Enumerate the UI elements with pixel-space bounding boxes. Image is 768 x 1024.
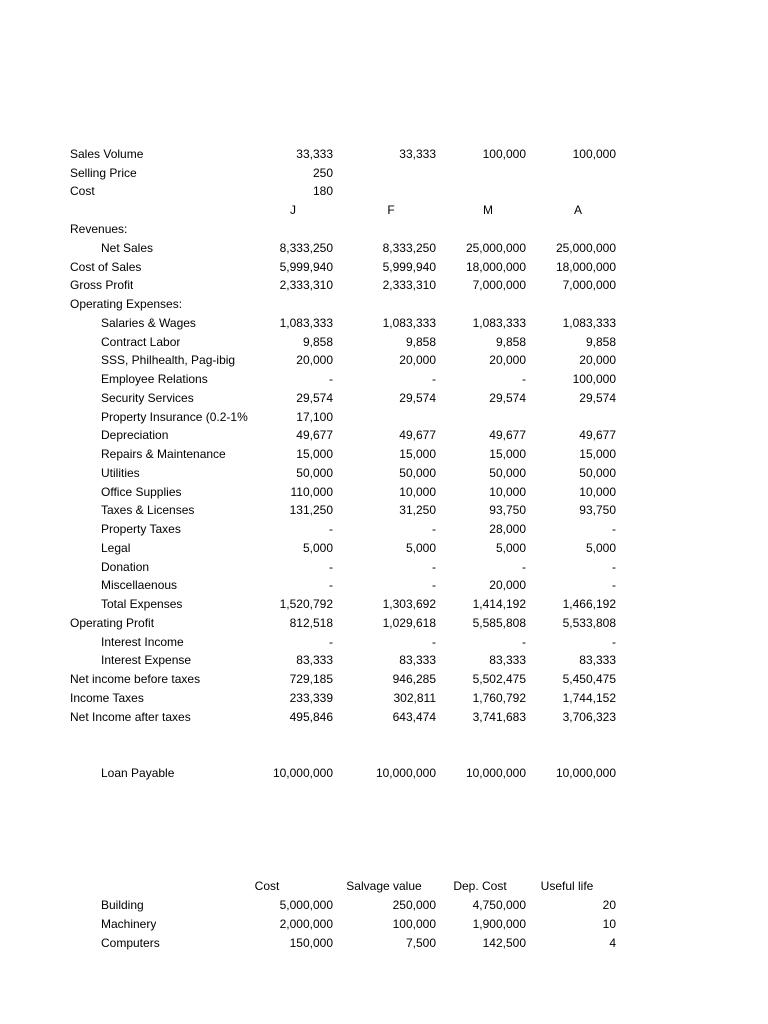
cell: 4,750,000 [472, 898, 526, 912]
row-label: Sales Volume [70, 147, 144, 161]
cell: 29,574 [489, 390, 526, 405]
cell: - [432, 522, 436, 536]
row-label: Net Income after taxes [70, 709, 191, 724]
asset-label: Computers [101, 935, 160, 950]
income-row [0, 539, 768, 557]
income-row [0, 501, 768, 519]
cell: 15,000 [579, 447, 616, 461]
income-row [0, 239, 768, 257]
cell: 25,000,000 [555, 240, 616, 255]
cell: 15,000 [296, 447, 333, 461]
income-row [0, 276, 768, 294]
asset-row [0, 896, 768, 914]
cell: - [432, 578, 436, 593]
row-label: Repairs & Maintenance [101, 447, 226, 461]
income-row [0, 520, 768, 538]
income-row [0, 633, 768, 651]
cell: 20,000 [489, 353, 526, 368]
row-label: Total Expenses [101, 597, 183, 611]
cell: 1,083,333 [472, 315, 526, 330]
cell: 946,285 [392, 672, 436, 686]
cell: 29,574 [399, 390, 436, 405]
cell: 1,083,333 [562, 315, 616, 330]
income-row [0, 483, 768, 501]
cell: 180 [312, 184, 333, 198]
row-label: Office Supplies [101, 484, 182, 499]
cell: 2,000,000 [279, 916, 333, 931]
cell: 83,333 [579, 653, 616, 668]
income-row [0, 464, 768, 482]
cell: 4 [609, 935, 616, 950]
income-row [0, 576, 768, 594]
cell: 50,000 [489, 465, 526, 480]
income-row [0, 389, 768, 407]
cell: 5,000 [495, 540, 526, 555]
cell: 3,706,323 [562, 709, 616, 724]
selling-price-row [0, 164, 768, 182]
cell: 49,677 [296, 428, 333, 443]
cell: 9,858 [302, 334, 333, 349]
cell: 1,900,000 [472, 916, 526, 931]
income-row [0, 408, 768, 426]
cell: 49,677 [489, 428, 526, 443]
row-label: Loan Payable [101, 766, 175, 780]
cell: 8,333,250 [279, 240, 333, 255]
cell: 8,333,250 [382, 240, 436, 255]
row-label: Property Taxes [101, 522, 181, 536]
cell: - [612, 559, 616, 574]
row-label: Security Services [101, 390, 194, 405]
row-label: Gross Profit [70, 278, 134, 293]
row-label: Cost of Sales [70, 259, 142, 274]
income-row [0, 351, 768, 369]
income-row [0, 558, 768, 576]
cell: 15,000 [489, 447, 526, 461]
cell: 49,677 [399, 428, 436, 443]
cell: - [522, 372, 526, 386]
cell: 93,750 [489, 503, 526, 518]
cell: 15,000 [399, 447, 436, 461]
month-header: A [573, 203, 582, 217]
cell: - [329, 634, 333, 649]
cell: 100,000 [572, 372, 616, 386]
cell: - [522, 634, 526, 649]
row-label: Selling Price [70, 166, 137, 180]
cell: 5,000,000 [279, 898, 333, 912]
cell: 5,585,808 [472, 615, 526, 630]
cell: 20,000 [296, 353, 333, 368]
cell: 9,858 [585, 334, 616, 349]
cell: 10,000,000 [375, 766, 436, 780]
month-header: J [290, 203, 296, 217]
cell: 10,000 [399, 484, 436, 499]
row-label: Net Sales [101, 240, 154, 255]
cell: - [612, 634, 616, 649]
cell: 50,000 [579, 465, 616, 480]
column-header: Cost [254, 879, 280, 893]
income-row [0, 614, 768, 632]
month-header: F [387, 203, 395, 217]
row-label: Donation [101, 559, 150, 574]
cell: 10 [602, 916, 616, 931]
row-label: Depreciation [101, 428, 169, 443]
cell: 110,000 [290, 484, 333, 499]
cell: - [612, 578, 616, 593]
cell: 7,000,000 [562, 278, 616, 293]
row-label: Income Taxes [70, 690, 144, 705]
cell: 5,000 [585, 540, 616, 555]
cell: 1,414,192 [472, 597, 526, 611]
cell: - [432, 634, 436, 649]
row-label: Contract Labor [101, 334, 181, 349]
cell: 20,000 [399, 353, 436, 368]
month-header-row [0, 201, 768, 219]
income-row [0, 295, 768, 313]
cell: 2,333,310 [382, 278, 436, 293]
asset-row [0, 934, 768, 952]
cell: 1,303,692 [382, 597, 436, 611]
cell: 100,000 [392, 916, 436, 931]
cell: - [329, 522, 333, 536]
income-row [0, 651, 768, 669]
cell: 812,518 [289, 615, 333, 630]
cell: 495,846 [289, 709, 333, 724]
cell: 20,000 [489, 578, 526, 593]
depreciation-header-row [0, 877, 768, 895]
cell: - [329, 578, 333, 593]
cell: 18,000,000 [465, 259, 526, 274]
income-row [0, 258, 768, 276]
cell: 1,520,792 [279, 597, 333, 611]
cell: 1,083,333 [279, 315, 333, 330]
income-row [0, 370, 768, 388]
cell: - [329, 559, 333, 574]
row-label: Operating Expenses: [70, 297, 183, 311]
cell: 28,000 [489, 522, 526, 536]
cell: 1,466,192 [562, 597, 616, 611]
row-label: Taxes & Licenses [101, 503, 195, 518]
cell: - [432, 559, 436, 574]
cell: 142,500 [482, 935, 526, 950]
cell: 250 [312, 166, 333, 180]
month-header: M [483, 203, 493, 217]
cell: 10,000 [489, 484, 526, 499]
column-header: Useful life [540, 879, 594, 893]
cell: 10,000 [579, 484, 616, 499]
cell: 150,000 [289, 935, 333, 950]
column-header: Salvage value [346, 879, 422, 893]
cell: 2,333,310 [279, 278, 333, 293]
cell: 83,333 [296, 653, 333, 668]
cell: 50,000 [399, 465, 436, 480]
row-label: Salaries & Wages [101, 315, 196, 330]
row-label: Revenues: [70, 222, 128, 236]
income-row [0, 220, 768, 238]
asset-row [0, 915, 768, 933]
cell: 100,000 [482, 147, 526, 161]
cell: 83,333 [489, 653, 526, 668]
income-row [0, 445, 768, 463]
row-label: Cost [70, 184, 95, 198]
income-row [0, 314, 768, 332]
cell: 643,474 [392, 709, 436, 724]
cell: 29,574 [296, 390, 333, 405]
cell: 100,000 [572, 147, 616, 161]
cell: 250,000 [392, 898, 436, 912]
cell: 20 [602, 898, 616, 912]
cell: 31,250 [399, 503, 436, 518]
row-label: Net income before taxes [70, 672, 201, 686]
cell: - [612, 522, 616, 536]
cell: 50,000 [296, 465, 333, 480]
cell: 5,000 [302, 540, 333, 555]
cell: 3,741,683 [472, 709, 526, 724]
income-row [0, 333, 768, 351]
cell: 5,450,475 [562, 672, 616, 686]
cell: 29,574 [579, 390, 616, 405]
cell: 93,750 [579, 503, 616, 518]
cell: - [329, 372, 333, 386]
asset-label: Machinery [101, 916, 157, 931]
cell: 33,333 [296, 147, 333, 161]
cell: 20,000 [579, 353, 616, 368]
cell: 17,100 [296, 409, 333, 424]
row-label: SSS, Philhealth, Pag-ibig [101, 353, 236, 368]
cell: 9,858 [495, 334, 526, 349]
cell: 233,339 [289, 690, 333, 705]
row-label: Legal [101, 540, 131, 555]
cell: 5,999,940 [382, 259, 436, 274]
cell: 49,677 [579, 428, 616, 443]
cell: 9,858 [405, 334, 436, 349]
cell: 7,500 [405, 935, 436, 950]
cost-row [0, 182, 768, 200]
cell: 302,811 [393, 690, 436, 705]
cell: 1,744,152 [562, 690, 616, 705]
cell: 1,029,618 [382, 615, 436, 630]
cell: - [522, 559, 526, 574]
income-row [0, 689, 768, 707]
column-header: Dep. Cost [453, 879, 507, 893]
loan-payable-row [0, 764, 768, 782]
cell: 729,185 [289, 672, 333, 686]
row-label: Operating Profit [70, 615, 155, 630]
cell: 5,533,808 [562, 615, 616, 630]
cell: 10,000,000 [555, 766, 616, 780]
cell: 1,760,792 [472, 690, 526, 705]
row-label: Employee Relations [101, 372, 208, 386]
cell: - [432, 372, 436, 386]
income-row [0, 708, 768, 726]
asset-label: Building [101, 898, 144, 912]
cell: 18,000,000 [555, 259, 616, 274]
row-label: Interest Income [101, 634, 184, 649]
row-label: Utilities [101, 465, 140, 480]
income-row [0, 426, 768, 444]
cell: 5,502,475 [472, 672, 526, 686]
cell: 5,000 [405, 540, 436, 555]
row-label: Miscellaenous [101, 578, 178, 593]
cell: 25,000,000 [465, 240, 526, 255]
cell: 7,000,000 [472, 278, 526, 293]
cell: 10,000,000 [272, 766, 333, 780]
row-label: Property Insurance (0.2-1% [101, 409, 248, 424]
cell: 10,000,000 [465, 766, 526, 780]
cell: 131,250 [289, 503, 333, 518]
income-row [0, 595, 768, 613]
cell: 83,333 [399, 653, 436, 668]
income-row [0, 670, 768, 688]
cell: 33,333 [399, 147, 436, 161]
row-label: Interest Expense [101, 653, 192, 668]
sales-volume-row [0, 145, 768, 163]
cell: 1,083,333 [382, 315, 436, 330]
cell: 5,999,940 [279, 259, 333, 274]
